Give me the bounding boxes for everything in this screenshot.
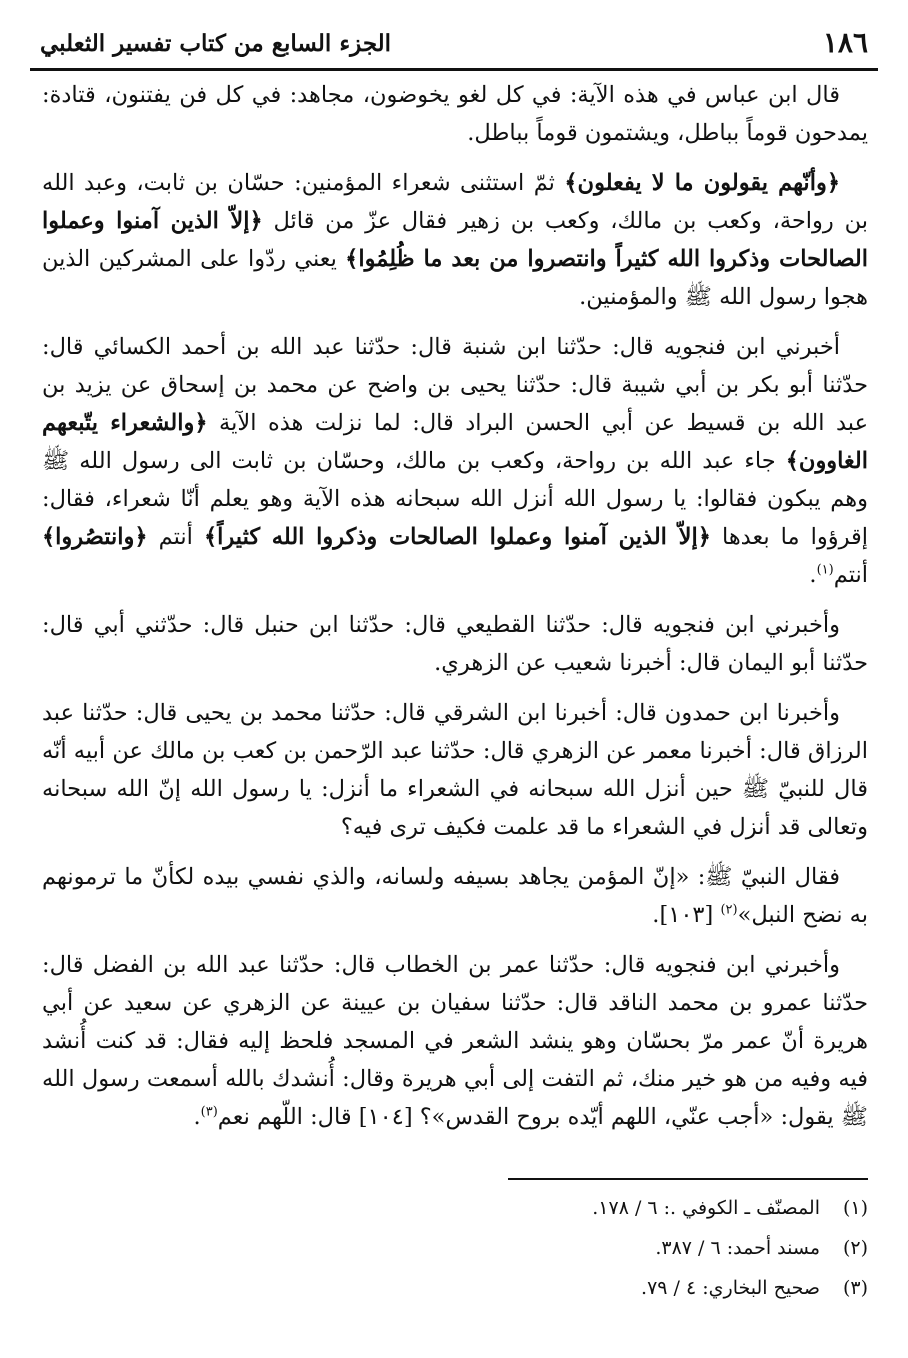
footnote-number: (١) bbox=[842, 1197, 868, 1219]
paragraph bbox=[42, 76, 868, 152]
paragraph bbox=[42, 164, 868, 316]
footnote-ref: (١) bbox=[816, 562, 834, 578]
footnote-text: مسند أحمد: ٦ / ٣٨٧. bbox=[655, 1237, 820, 1259]
paragraph bbox=[42, 606, 868, 682]
text-run: أنتم bbox=[147, 524, 204, 550]
text-run: وأخبرني ابن فنجويه قال: حدّثنا القطيعي قال: حدّثنا ابن حنبل قال: حدّثني أبي قال: حدّثنا أبو اليمان قال: أخبرنا شعيب عن الزهري. bbox=[42, 612, 868, 676]
quran-quote: ﴿إلاّ الذين آمنوا وعملوا الصالحات وذكروا الله كثيراً﴾ bbox=[203, 524, 711, 550]
text-run: وأخبرني ابن فنجويه قال: حدّثنا عمر بن الخطاب قال: حدّثنا عبد الله بن الفضل قال: حدّثنا عمرو بن محمد الناقد قال: حدّثنا سفيان بن عيينة عن الزهري عن سعيد عن أبي هريرة أنّ عمر مرّ بحسّان وهو ينشد الشعر في المسجد فلحظ إليه فقال: قد كنت أُنشد فيه وفيه من هو خير منك، ثم التفت إلى أبي هريرة وقال: أُنشدك بالله أسمعت رسول الله ﷺ يقول: «أجب عنّي، اللهم أيّده بروح القدس»؟ [١٠٤] قال: اللّهم نعم bbox=[42, 952, 868, 1130]
text-run: . bbox=[809, 562, 817, 588]
footnote-text: المصنّف ـ الكوفي .: ٦ / ١٧٨. bbox=[592, 1197, 820, 1219]
quran-quote: ﴿وانتصُروا﴾ bbox=[42, 524, 148, 550]
text-run: قال ابن عباس في هذه الآية: في كل لغو يخوضون، مجاهد: في كل فن يفتنون، قتادة: يمدحون قوماً بباطل، ويشتمون قوماً بباطل. bbox=[42, 82, 868, 146]
text-run: وأخبرنا ابن حمدون قال: أخبرنا ابن الشرقي قال: حدّثنا محمد بن يحيى قال: حدّثنا عبد الرزاق قال: أخبرنا معمر عن الزهري قال: حدّثنا عبد الرّحمن بن كعب بن مالك عن أبيه أنّه قال للنبيّ ﷺ حين أنزل الله سبحانه في الشعراء ما أنزل: يا رسول الله إنّ الله سبحانه وتعالى قد أنزل في الشعراء ما قد علمت فكيف ترى فيه؟ bbox=[42, 700, 868, 840]
quran-quote: ﴿وأنّهم يقولون ما لا يفعلون﴾ bbox=[564, 170, 840, 196]
footnote-text: صحيح البخاري: ٤ / ٧٩. bbox=[641, 1277, 820, 1299]
paragraph bbox=[42, 946, 868, 1136]
running-title: الجزء السابع من كتاب تفسير الثعلبي bbox=[40, 30, 392, 57]
text-run: [١٠٣]. bbox=[652, 902, 721, 928]
footnote bbox=[308, 1268, 868, 1308]
text-run: ثمّ استثنى شعراء المؤمنين: حسّان بن ثابت، وعبد الله بن رواحة، وكعب بن مالك، وكعب بن زهير فقال عزّ من قائل bbox=[42, 170, 868, 234]
footnote-number: (٣) bbox=[842, 1277, 868, 1299]
footnote bbox=[308, 1188, 868, 1228]
text-run: فقال النبيّ ﷺ: «إنّ المؤمن يجاهد بسيفه ولسانه، والذي نفسي بيده لكأنّ ما ترمونهم به نضح النبل» bbox=[42, 864, 868, 928]
quran-quote: ﴿والشعراء يتّبعهم الغاوون﴾ bbox=[42, 410, 868, 474]
text-run: أنتم bbox=[833, 562, 868, 588]
footnotes bbox=[308, 1188, 868, 1308]
quran-quote: ﴿إلاّ الذين آمنوا وعملوا الصالحات وذكروا الله كثيراً وانتصروا من بعد ما ظُلِمُوا﴾ bbox=[42, 208, 868, 272]
text-run: يعني ردّوا على المشركين الذين هجوا رسول الله ﷺ والمؤمنين. bbox=[42, 246, 868, 310]
main-text bbox=[42, 76, 868, 1148]
page-header bbox=[30, 20, 878, 71]
text-run: جاء عبد الله بن رواحة، وكعب بن مالك، وحسّان بن ثابت الى رسول الله ﷺ وهم يبكون فقالوا: يا رسول الله أنزل الله سبحانه هذه الآية وهو يعلم أنّا شعراء، فقال: إقرؤوا ما بعدها bbox=[42, 448, 868, 550]
text-run: أخبرني ابن فنجويه قال: حدّثنا ابن شنبة قال: حدّثنا عبد الله بن أحمد الكسائي قال: حدّثنا أبو بكر بن أبي شيبة قال: حدّثنا يحيى بن واضح عن محمد بن إسحاق عن يزيد بن عبد الله بن قسيط عن أبي الحسن البراد قال: لما نزلت هذه الآية bbox=[42, 334, 868, 436]
paragraph bbox=[42, 328, 868, 594]
paragraph bbox=[42, 858, 868, 934]
footnote-ref: (٢) bbox=[720, 902, 738, 918]
page-number: ١٨٦ bbox=[822, 26, 868, 59]
paragraph bbox=[42, 694, 868, 846]
text-run: . bbox=[193, 1104, 201, 1130]
footnote bbox=[308, 1228, 868, 1268]
footnote-divider bbox=[508, 1178, 868, 1180]
footnote-number: (٢) bbox=[842, 1237, 868, 1259]
footnote-ref: (٣) bbox=[200, 1104, 218, 1120]
